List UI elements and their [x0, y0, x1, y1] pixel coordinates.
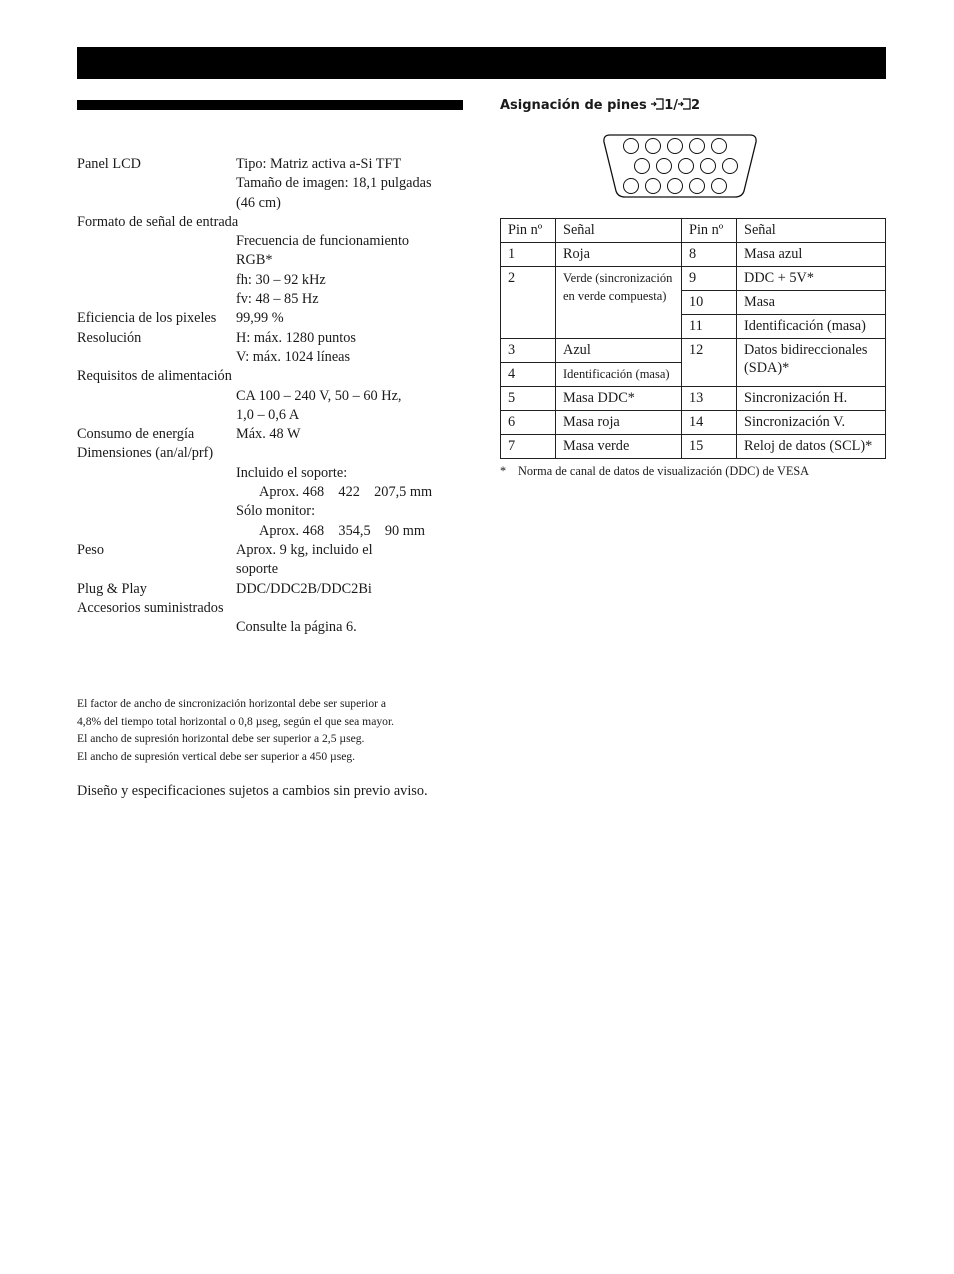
- spec-value: 99,99 %: [236, 310, 284, 327]
- pin-number: 10: [682, 291, 737, 315]
- spec-value: soporte: [236, 561, 279, 578]
- pin-hole: [712, 179, 727, 194]
- spec-value: Aprox. 468 422 207,5 mm: [259, 484, 433, 501]
- pin-number: 1: [501, 243, 556, 267]
- spec-value: fv: 48 – 85 Hz: [236, 291, 319, 308]
- footnote-text: Norma de canal de datos de visualización (DDC) de VESA: [518, 464, 810, 478]
- note-line: El factor de ancho de sincronización horizontal debe ser superior a: [77, 697, 387, 710]
- spec-input-signal: [77, 213, 467, 309]
- spec-pixel-efficiency: [77, 309, 467, 328]
- spec-label: Requisitos de alimentación: [77, 368, 232, 385]
- pin-hole: [668, 179, 683, 194]
- spec-value: Consulte la página 6.: [236, 619, 357, 636]
- pin-hole: [668, 139, 683, 154]
- pin-signal: Identificación (masa): [556, 363, 682, 387]
- spec-label: Plug & Play: [77, 580, 147, 597]
- pin-signal: Masa verde: [556, 435, 682, 459]
- spec-label: Accesorios suministrados: [77, 599, 224, 616]
- table-header-row: [501, 219, 886, 243]
- spec-value: Sólo monitor:: [236, 503, 316, 520]
- pin-signal: Datos bidireccionales (SDA)*: [737, 339, 886, 387]
- dsub-connector-diagram: [600, 133, 760, 203]
- pin-hole: [646, 139, 661, 154]
- pin-hole: [701, 159, 716, 174]
- input-1-label: 1: [664, 98, 674, 113]
- pin-signal: Masa DDC*: [556, 387, 682, 411]
- pin-number: 2: [501, 267, 556, 339]
- spec-value: fh: 30 – 92 kHz: [236, 271, 326, 288]
- pin-hole: [679, 159, 694, 174]
- table-row: [501, 387, 886, 411]
- column-header: Pin nº: [682, 219, 737, 243]
- disclaimer: Diseño y especificaciones sujetos a cambios sin previo aviso.: [77, 783, 428, 799]
- pin-number: 12: [682, 339, 737, 387]
- spec-panel-lcd: [77, 155, 467, 213]
- spec-value: Tipo: Matriz activa a-Si TFT: [236, 156, 402, 172]
- pin-signal: Roja: [556, 243, 682, 267]
- pin-number: 4: [501, 363, 556, 387]
- spec-label: Consumo de energía: [77, 426, 195, 443]
- spec-label: Eficiencia de los pixeles: [77, 310, 217, 327]
- table-row: [501, 267, 886, 291]
- section-rule: [77, 100, 463, 110]
- column-header: Pin nº: [501, 219, 556, 243]
- spec-label: Panel LCD: [77, 156, 141, 172]
- spec-label: Resolución: [77, 329, 142, 346]
- pin-number: 6: [501, 411, 556, 435]
- dsub-connector-shape: [600, 133, 760, 199]
- table-footnote: [500, 464, 809, 479]
- spec-resolution: [77, 329, 467, 368]
- spec-accessories: [77, 599, 467, 638]
- table-row: [501, 339, 886, 363]
- note-line: El ancho de supresión horizontal debe ser superior a 2,5 µseg.: [77, 732, 365, 746]
- title-separator: /: [673, 98, 679, 113]
- spec-value: Aprox. 9 kg, incluido el: [236, 541, 373, 558]
- spec-value: DDC/DDC2B/DDC2Bi: [236, 580, 372, 597]
- spec-value: H: máx. 1280 puntos: [236, 329, 356, 346]
- spec-value: 1,0 – 0,6 A: [236, 406, 300, 423]
- spec-value: (46 cm): [236, 194, 281, 211]
- pin-signal: DDC + 5V*: [737, 267, 886, 291]
- spec-value: RGB*: [236, 252, 273, 269]
- pin-hole: [723, 159, 738, 174]
- pin-signal: Verde (sincronización en verde compuesta): [556, 267, 682, 339]
- spec-dimensions: [77, 444, 467, 540]
- pin-number: 15: [682, 435, 737, 459]
- pin-signal: Azul: [556, 339, 682, 363]
- pin-number: 7: [501, 435, 556, 459]
- pin-assignment-table: [500, 218, 886, 459]
- header-bar: [77, 47, 886, 79]
- spec-value: Aprox. 468 354,5 90 mm: [259, 522, 425, 539]
- pin-assignment-title: [500, 98, 700, 114]
- pin-number: 5: [501, 387, 556, 411]
- pin-signal: Masa roja: [556, 411, 682, 435]
- input-connector-icon: [678, 98, 691, 114]
- pin-hole: [635, 159, 650, 174]
- spec-power-requirements: [77, 367, 467, 425]
- column-header: Señal: [737, 219, 886, 243]
- pin-hole: [646, 179, 661, 194]
- note-line: 4,8% del tiempo total horizontal o 0,8 µseg, según el que sea mayor.: [77, 714, 395, 728]
- pin-hole: [657, 159, 672, 174]
- pin-hole: [690, 179, 705, 194]
- pin-number: 8: [682, 243, 737, 267]
- pin-signal: Sincronización H.: [737, 387, 886, 411]
- pin-number: 9: [682, 267, 737, 291]
- spec-value: V: máx. 1024 líneas: [236, 348, 351, 365]
- pin-number: 13: [682, 387, 737, 411]
- pin-signal: Masa: [737, 291, 886, 315]
- specifications-list: [77, 155, 467, 637]
- pin-hole: [624, 139, 639, 154]
- pin-number: 3: [501, 339, 556, 363]
- spec-value: CA 100 – 240 V, 50 – 60 Hz,: [236, 387, 402, 404]
- pin-number: 11: [682, 315, 737, 339]
- pin-hole: [624, 179, 639, 194]
- input-connector-icon: [651, 98, 664, 114]
- timing-notes: [77, 695, 477, 765]
- pin-signal: Identificación (masa): [737, 315, 886, 339]
- column-header: Señal: [556, 219, 682, 243]
- spec-value: Incluido el soporte:: [236, 464, 348, 481]
- spec-value: Máx. 48 W: [236, 426, 301, 443]
- spec-plug-and-play: [77, 580, 467, 599]
- pin-hole: [712, 139, 727, 154]
- spec-label: Dimensiones (an/al/prf): [77, 445, 214, 462]
- pin-title-text: Asignación de pines: [500, 98, 652, 113]
- spec-weight: [77, 541, 467, 580]
- pin-signal: Sincronización V.: [737, 411, 886, 435]
- input-2-label: 2: [691, 98, 701, 113]
- table-row: [501, 243, 886, 267]
- note-line: El ancho de supresión vertical debe ser superior a 450 µseg.: [77, 749, 356, 763]
- pin-signal: Masa azul: [737, 243, 886, 267]
- pin-number: 14: [682, 411, 737, 435]
- spec-label: Formato de señal de entrada: [77, 213, 239, 230]
- spec-label: Peso: [77, 541, 105, 558]
- pin-hole: [690, 139, 705, 154]
- table-row: [501, 411, 886, 435]
- spec-value: Tamaño de imagen: 18,1 pulgadas: [236, 175, 432, 192]
- footnote-mark: *: [500, 464, 507, 478]
- pin-signal: Reloj de datos (SCL)*: [737, 435, 886, 459]
- spec-power-consumption: [77, 425, 467, 444]
- table-row: [501, 435, 886, 459]
- spec-value: Frecuencia de funcionamiento: [236, 233, 410, 250]
